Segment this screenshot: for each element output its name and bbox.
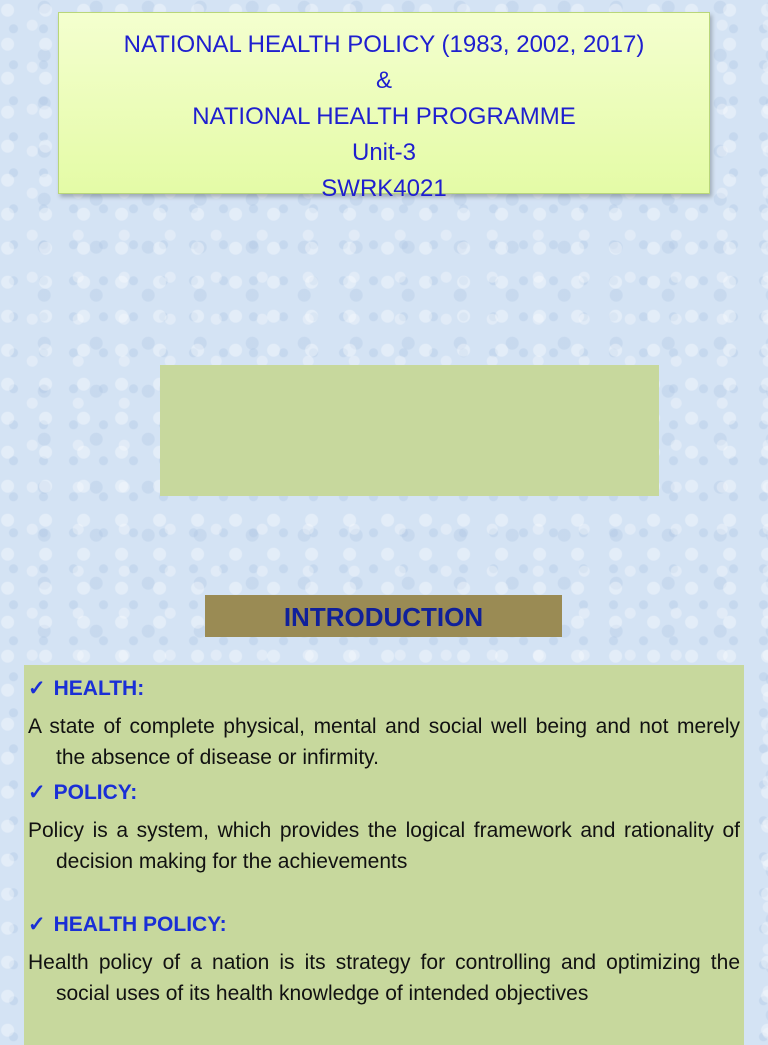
heading-label: HEALTH: <box>53 677 145 700</box>
section-text-policy: Policy is a system, which provides the logical framework and rationality of decision making for the achievements <box>28 819 740 873</box>
spacer <box>28 877 740 907</box>
section-heading-health-policy <box>28 911 740 939</box>
title-line-5: SWRK4021 <box>321 175 447 202</box>
title-box <box>58 12 710 202</box>
content-panel <box>24 665 744 1045</box>
section-text-health-policy: Health policy of a nation is its strategy for controlling and optimizing the social uses of its health knowledge of intended objectives <box>28 951 740 1005</box>
title-line-2: & <box>375 67 392 94</box>
heading-label: POLICY: <box>53 781 138 804</box>
title-line-1: NATIONAL HEALTH POLICY (1983, 2002, 2017) <box>123 31 645 58</box>
introduction-label: INTRODUCTION <box>283 602 484 632</box>
section-heading-policy <box>28 779 740 807</box>
title-line-3: NATIONAL HEALTH PROGRAMME <box>192 103 576 130</box>
section-text-health: A state of complete physical, mental and social well being and not merely the absence of disease or infirmity. <box>28 715 740 769</box>
introduction-banner <box>205 595 562 637</box>
check-icon: ✓ <box>28 913 46 936</box>
check-icon: ✓ <box>28 781 46 804</box>
heading-label: HEALTH POLICY: <box>53 913 227 936</box>
section-heading-health <box>28 675 740 703</box>
title-line-4: Unit-3 <box>351 139 417 166</box>
empty-green-panel <box>160 365 659 496</box>
check-icon: ✓ <box>28 677 46 700</box>
